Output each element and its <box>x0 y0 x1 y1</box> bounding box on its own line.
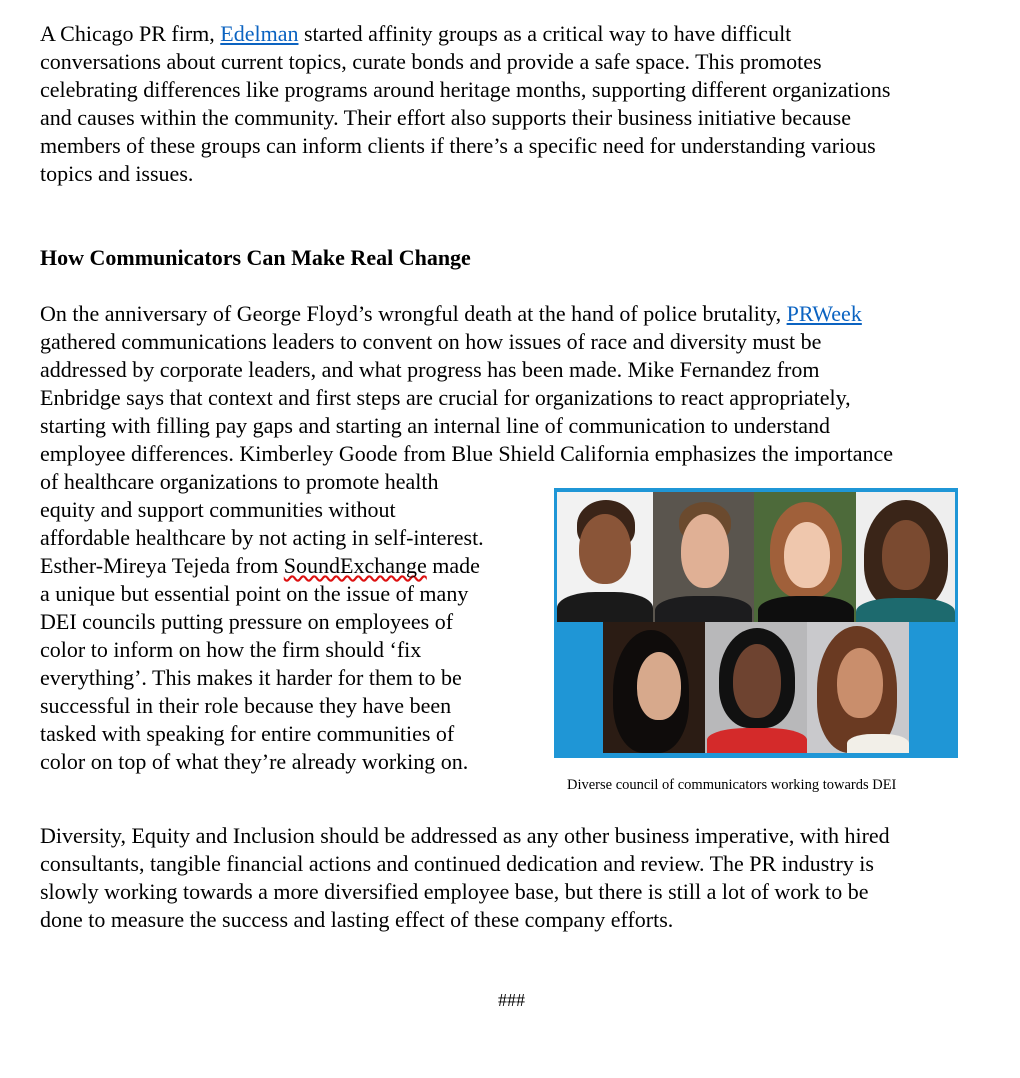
text-line: done to measure the success and lasting effect of these company efforts. <box>40 907 674 932</box>
text-line: addressed by corporate leaders, and what progress has been made. Mike Fernandez from <box>40 357 820 382</box>
text: started affinity groups as a critical way to have difficult <box>298 21 792 46</box>
text-line: everything’. This makes it harder for them to be <box>40 665 462 690</box>
text-line: Diversity, Equity and Inclusion should be addressed as any other business imperative, with hired <box>40 823 890 848</box>
misspelled-word[interactable]: SoundExchange <box>283 553 427 578</box>
text-line <box>40 300 862 328</box>
communicators-photo-collage <box>554 488 958 758</box>
section-heading: How Communicators Can Make Real Change <box>40 245 471 270</box>
text: A Chicago PR firm, <box>40 21 221 46</box>
portrait-photo <box>807 622 909 753</box>
text-line: color on top of what they’re already working on. <box>40 749 469 774</box>
text: On the anniversary of George Floyd’s wrongful death at the hand of police brutality, <box>40 301 787 326</box>
text-line: affordable healthcare by not acting in self-interest. <box>40 525 484 550</box>
portrait-photo <box>557 492 653 622</box>
prweek-link[interactable]: PRWeek <box>786 301 862 326</box>
text-line <box>40 20 791 48</box>
text-line: topics and issues. <box>40 161 194 186</box>
portrait-photo <box>653 492 754 622</box>
text-line: DEI councils putting pressure on employees of <box>40 609 454 634</box>
text-line: members of these groups can inform clients if there’s a specific need for understanding various <box>40 133 876 158</box>
text-line: celebrating differences like programs around heritage months, supporting different organizations <box>40 77 891 102</box>
text-line: gathered communications leaders to convent on how issues of race and diversity must be <box>40 329 822 354</box>
text-line: Enbridge says that context and first steps are crucial for organizations to react appropriately, <box>40 385 851 410</box>
text-line: successful in their role because they have been <box>40 693 452 718</box>
portrait-photo <box>603 622 705 753</box>
text-line <box>40 552 480 580</box>
end-mark: ### <box>498 990 525 1010</box>
portrait-photo <box>705 622 807 753</box>
text-line: equity and support communities without <box>40 497 396 522</box>
text-line: of healthcare organizations to promote health <box>40 469 439 494</box>
text-line: color to inform on how the firm should ‘fix <box>40 637 422 662</box>
text: Esther-Mireya Tejeda from <box>40 553 284 578</box>
edelman-link[interactable]: Edelman <box>220 21 299 46</box>
text-line: a unique but essential point on the issue of many <box>40 581 469 606</box>
text-line: and causes within the community. Their effort also supports their business initiative because <box>40 105 851 130</box>
text: made <box>426 553 480 578</box>
figure-caption: Diverse council of communicators working towards DEI <box>567 777 897 793</box>
text-line: employee differences. Kimberley Goode from Blue Shield California emphasizes the importance <box>40 441 894 466</box>
text-line: tasked with speaking for entire communities of <box>40 721 455 746</box>
portrait-photo <box>856 492 955 622</box>
text-line: conversations about current topics, curate bonds and provide a safe space. This promotes <box>40 49 822 74</box>
text-line: starting with filling pay gaps and starting an internal line of communication to understand <box>40 413 830 438</box>
text-line: slowly working towards a more diversified employee base, but there is still a lot of work to be <box>40 879 869 904</box>
portrait-photo <box>754 492 856 622</box>
text-line: consultants, tangible financial actions and continued dedication and review. The PR industry is <box>40 851 874 876</box>
